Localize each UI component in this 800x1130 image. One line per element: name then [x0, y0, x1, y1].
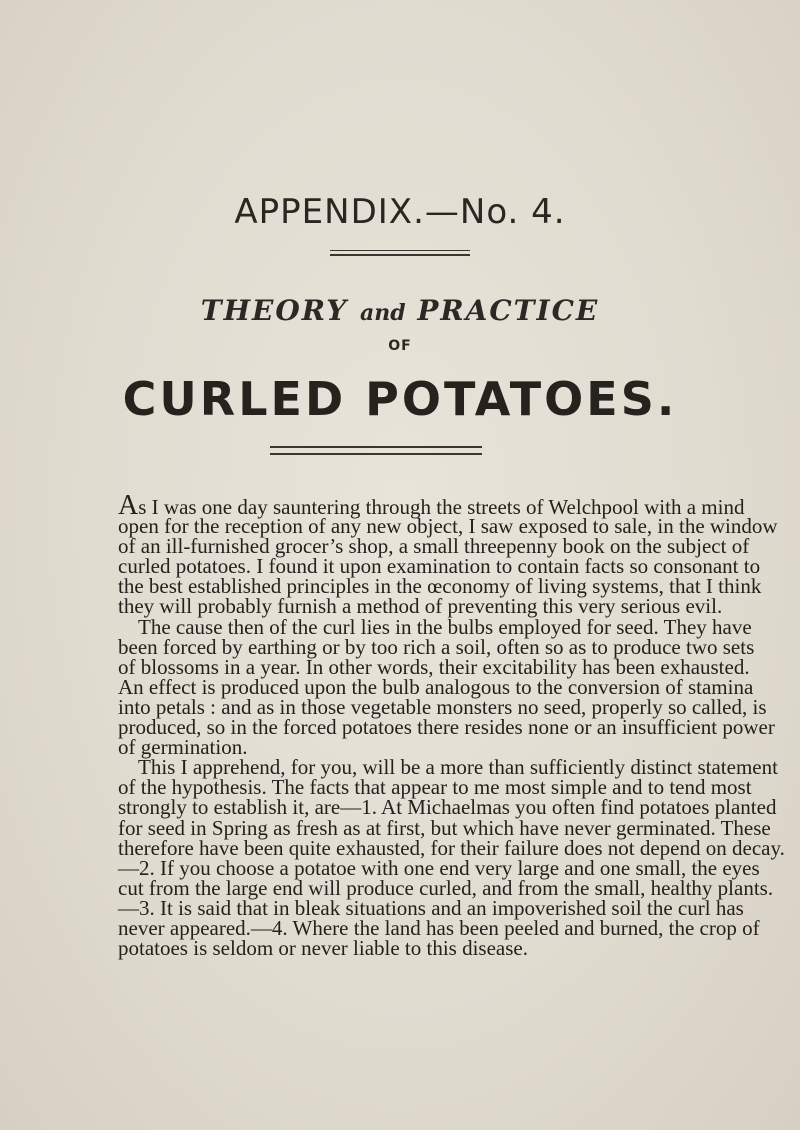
text-line: for seed in Spring as fresh as at first, but which have never germinated. These — [118, 815, 771, 840]
paragraph-3 — [118, 755, 785, 961]
text-line: therefore have been quite exhausted, for their failure does not depend on decay. — [118, 835, 785, 860]
title-double-rule — [270, 446, 482, 455]
text-line: the best established principles in the œconomy of living systems, that I think — [118, 574, 762, 599]
text-line: cut from the large end will produce curled, and from the small, healthy plants. — [118, 875, 774, 900]
text-line: curled potatoes. I found it upon examination to contain facts so consonant to — [118, 554, 761, 579]
text-line: —2. If you choose a potatoe with one end very large and one small, the eyes — [118, 855, 760, 880]
text-line: of blossoms in a year. In other words, their excitability has been exhausted. — [118, 654, 750, 679]
text-line: of germination. — [118, 735, 248, 760]
theory-word: THEORY — [200, 294, 349, 327]
practice-word: PRACTICE — [417, 294, 600, 327]
of-heading: OF — [388, 338, 412, 354]
text-line: produced, so in the forced potatoes there resides none or an insufficient power — [118, 715, 775, 740]
page-title: CURLED POTATOES. — [122, 372, 678, 426]
text-line: been forced by earthing or by too rich a soil, often so as to produce two sets — [118, 634, 755, 659]
text-line: The cause then of the curl lies in the bulbs employed for seed. They have — [138, 614, 752, 639]
text-line: open for the reception of any new object, I saw exposed to sale, in the window — [118, 514, 778, 539]
text-line — [118, 490, 745, 521]
heading-rule — [330, 250, 470, 256]
text-line: of an ill-furnished grocer’s shop, a small threepenny book on the subject of — [118, 534, 750, 559]
text-line: strongly to establish it, are—1. At Michaelmas you often find potatoes planted — [118, 795, 777, 820]
text-line: potatoes is seldom or never liable to this disease. — [118, 936, 528, 961]
text-line: into petals : and as in those vegetable monsters no seed, properly so called, is — [118, 694, 767, 719]
theory-practice-heading — [0, 294, 800, 327]
and-word: and — [359, 300, 406, 326]
text-line: never appeared.—4. Where the land has been peeled and burned, the crop of — [118, 915, 760, 940]
text-line: of the hypothesis. The facts that appear to me most simple and to tend most — [118, 775, 752, 800]
paragraph-2 — [118, 614, 775, 760]
text-line: —3. It is said that in bleak situations and an impoverished soil the curl has — [118, 895, 744, 920]
text-line: An effect is produced upon the bulb analogous to the conversion of stamina — [118, 674, 754, 699]
text-line: This I apprehend, for you, will be a more than sufficiently distinct statement — [138, 755, 778, 780]
drop-cap: A — [118, 490, 139, 521]
paragraph-1 — [118, 490, 778, 619]
text-line: they will probably furnish a method of preventing this very serious evil. — [118, 594, 723, 619]
line-text: s I was one day sauntering through the streets of Welchpool with a mind — [138, 495, 745, 519]
article-body — [118, 490, 785, 961]
appendix-heading: APPENDIX.—No. 4. — [234, 192, 566, 232]
